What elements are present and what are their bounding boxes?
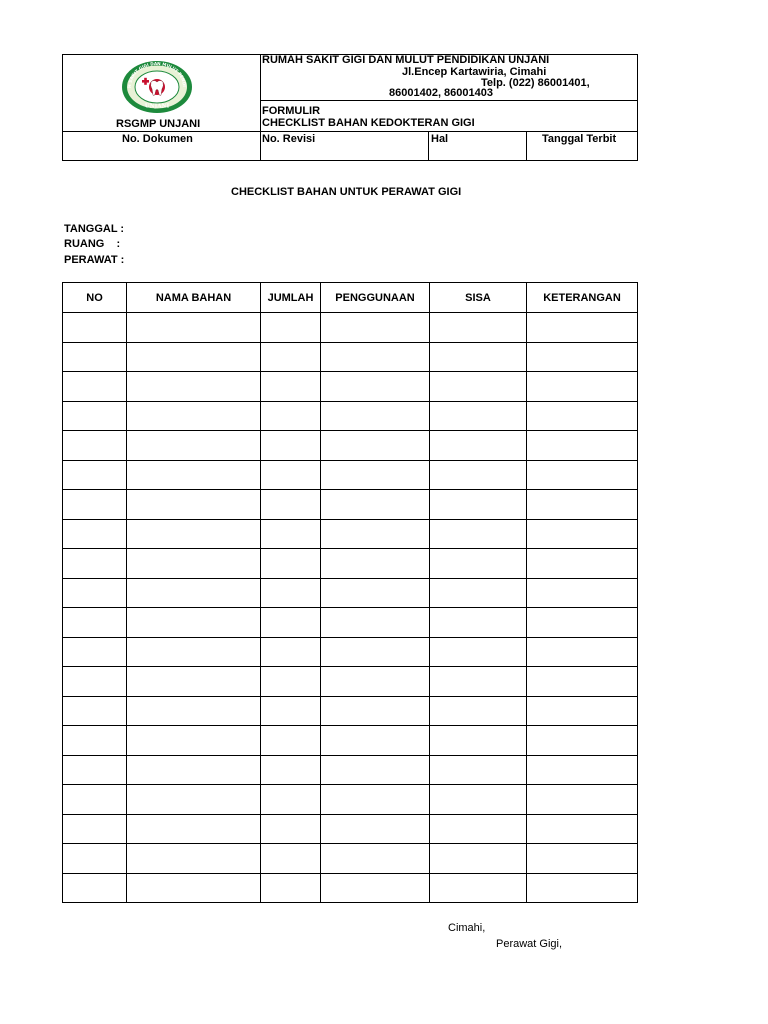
table-cell[interactable] [527, 342, 638, 372]
table-cell[interactable] [527, 814, 638, 844]
table-cell[interactable] [261, 667, 321, 697]
table-cell[interactable] [127, 313, 261, 343]
table-row [63, 844, 638, 874]
table-cell[interactable] [527, 578, 638, 608]
table-cell[interactable] [321, 401, 430, 431]
table-cell[interactable] [430, 401, 527, 431]
table-cell[interactable] [261, 313, 321, 343]
table-cell[interactable] [63, 637, 127, 667]
table-cell[interactable] [430, 785, 527, 815]
table-cell[interactable] [63, 519, 127, 549]
institution-name: RUMAH SAKIT GIGI DAN MULUT PENDIDIKAN UNJANI [262, 54, 550, 66]
table-cell[interactable] [321, 873, 430, 903]
table-cell[interactable] [63, 549, 127, 579]
table-cell[interactable] [127, 401, 261, 431]
table-cell[interactable] [527, 313, 638, 343]
table-cell[interactable] [430, 313, 527, 343]
table-cell[interactable] [321, 460, 430, 490]
table-row [63, 726, 638, 756]
table-cell[interactable] [63, 608, 127, 638]
issue-date-label: Tanggal Terbit [542, 133, 617, 145]
table-cell[interactable] [321, 578, 430, 608]
revision-label: No. Revisi [262, 133, 316, 145]
address-line-1: Jl.Encep Kartawiria, Cimahi [402, 66, 547, 78]
table-cell[interactable] [527, 401, 638, 431]
table-cell[interactable] [321, 844, 430, 874]
table-cell[interactable] [63, 490, 127, 520]
table-cell[interactable] [127, 578, 261, 608]
table-cell[interactable] [127, 431, 261, 461]
table-cell[interactable] [430, 844, 527, 874]
table-cell[interactable] [63, 372, 127, 402]
table-cell[interactable] [261, 726, 321, 756]
table-row [63, 785, 638, 815]
table-cell[interactable] [527, 490, 638, 520]
table-row [63, 873, 638, 903]
table-cell[interactable] [430, 667, 527, 697]
table-cell[interactable] [63, 578, 127, 608]
table-cell[interactable] [527, 637, 638, 667]
address-line-3: 86001402, 86001403 [389, 87, 493, 99]
table-cell[interactable] [63, 342, 127, 372]
table-cell[interactable] [527, 726, 638, 756]
svg-text:UNJANI: UNJANI [144, 103, 170, 110]
table-row [63, 313, 638, 343]
table-row [63, 401, 638, 431]
table-cell[interactable] [321, 372, 430, 402]
table-cell[interactable] [63, 785, 127, 815]
table-cell[interactable] [430, 608, 527, 638]
table-cell[interactable] [261, 755, 321, 785]
table-cell[interactable] [430, 755, 527, 785]
table-cell[interactable] [527, 460, 638, 490]
table-row [63, 431, 638, 461]
table-cell[interactable] [430, 460, 527, 490]
table-cell[interactable] [127, 755, 261, 785]
table-row [63, 755, 638, 785]
column-header-material-name: NAMA BAHAN [127, 283, 261, 313]
table-cell[interactable] [321, 342, 430, 372]
table-cell[interactable] [527, 431, 638, 461]
table-row [63, 814, 638, 844]
table-cell[interactable] [321, 313, 430, 343]
hospital-logo [120, 60, 194, 114]
table-row [63, 667, 638, 697]
doc-number-label: No. Dokumen [122, 133, 193, 145]
table-cell[interactable] [261, 696, 321, 726]
table-row [63, 608, 638, 638]
table-cell[interactable] [127, 873, 261, 903]
table-cell[interactable] [261, 608, 321, 638]
date-field-label: TANGGAL : [64, 223, 125, 235]
table-cell[interactable] [430, 372, 527, 402]
form-title: CHECKLIST BAHAN KEDOKTERAN GIGI [262, 117, 475, 129]
table-cell[interactable] [321, 431, 430, 461]
header-divider-tanggal [526, 131, 527, 161]
table-cell[interactable] [127, 637, 261, 667]
table-row [63, 578, 638, 608]
signature-place: Cimahi, [448, 922, 486, 934]
table-cell[interactable] [430, 814, 527, 844]
table-cell[interactable] [321, 814, 430, 844]
table-cell[interactable] [127, 549, 261, 579]
table-cell[interactable] [127, 342, 261, 372]
table-cell[interactable] [430, 342, 527, 372]
column-header-notes: KETERANGAN [527, 283, 638, 313]
table-cell[interactable] [127, 667, 261, 697]
checklist-table [62, 282, 638, 903]
table-cell[interactable] [127, 608, 261, 638]
table-cell[interactable] [527, 696, 638, 726]
table-row [63, 549, 638, 579]
table-cell[interactable] [321, 549, 430, 579]
header-divider-mid [260, 100, 638, 101]
table-cell[interactable] [321, 637, 430, 667]
table-cell[interactable] [430, 549, 527, 579]
table-cell[interactable] [321, 667, 430, 697]
address-line-2: Telp. (022) 86001401, [481, 77, 590, 89]
table-cell[interactable] [261, 549, 321, 579]
column-header-remaining: SISA [430, 283, 527, 313]
table-cell[interactable] [127, 726, 261, 756]
table-cell[interactable] [261, 431, 321, 461]
table-cell[interactable] [127, 460, 261, 490]
table-row [63, 342, 638, 372]
table-cell[interactable] [527, 608, 638, 638]
table-cell[interactable] [321, 490, 430, 520]
table-cell[interactable] [527, 844, 638, 874]
table-cell[interactable] [430, 519, 527, 549]
table-cell[interactable] [261, 637, 321, 667]
table-cell[interactable] [63, 696, 127, 726]
table-cell[interactable] [321, 696, 430, 726]
room-field-label: RUANG : [64, 238, 121, 250]
table-cell[interactable] [63, 814, 127, 844]
table-cell[interactable] [63, 401, 127, 431]
table-header-row [63, 283, 638, 313]
table-cell[interactable] [63, 755, 127, 785]
header-divider-hal [428, 131, 429, 161]
table-cell[interactable] [430, 578, 527, 608]
table-cell[interactable] [127, 519, 261, 549]
table-body [63, 313, 638, 903]
table-cell[interactable] [430, 873, 527, 903]
column-header-no: NO [63, 283, 127, 313]
table-cell[interactable] [261, 814, 321, 844]
table-row [63, 490, 638, 520]
nurse-field-label: PERAWAT : [64, 254, 125, 266]
table-row [63, 696, 638, 726]
table-cell[interactable] [261, 844, 321, 874]
table-cell[interactable] [127, 372, 261, 402]
table-cell[interactable] [430, 637, 527, 667]
table-cell[interactable] [63, 844, 127, 874]
column-header-quantity: JUMLAH [261, 283, 321, 313]
table-cell[interactable] [321, 785, 430, 815]
table-cell[interactable] [321, 608, 430, 638]
table-cell[interactable] [63, 431, 127, 461]
form-label: FORMULIR [262, 105, 321, 117]
signature-role: Perawat Gigi, [496, 938, 563, 950]
table-cell[interactable] [63, 873, 127, 903]
header-divider-left [260, 54, 261, 161]
document-title: CHECKLIST BAHAN UNTUK PERAWAT GIGI [231, 186, 462, 198]
table-cell[interactable] [261, 372, 321, 402]
table-cell[interactable] [63, 667, 127, 697]
table-row [63, 637, 638, 667]
table-cell[interactable] [261, 490, 321, 520]
table-cell[interactable] [321, 726, 430, 756]
table-cell[interactable] [527, 549, 638, 579]
table-cell[interactable] [321, 755, 430, 785]
logo-caption: RSGMP UNJANI [116, 118, 201, 130]
table-cell[interactable] [261, 785, 321, 815]
column-header-usage: PENGGUNAAN [321, 283, 430, 313]
table-cell[interactable] [127, 785, 261, 815]
table-cell[interactable] [527, 755, 638, 785]
table-cell[interactable] [261, 460, 321, 490]
table-cell[interactable] [527, 372, 638, 402]
table-cell[interactable] [527, 667, 638, 697]
table-cell[interactable] [127, 696, 261, 726]
header-divider-bottom [62, 131, 638, 132]
table-cell[interactable] [321, 519, 430, 549]
page-label: Hal [431, 133, 449, 145]
table-cell[interactable] [127, 844, 261, 874]
table-cell[interactable] [430, 490, 527, 520]
table-row [63, 519, 638, 549]
table-cell[interactable] [261, 519, 321, 549]
table-row [63, 460, 638, 490]
table-cell[interactable] [63, 460, 127, 490]
table-cell[interactable] [430, 431, 527, 461]
table-cell[interactable] [261, 342, 321, 372]
table-cell[interactable] [527, 519, 638, 549]
table-cell[interactable] [127, 814, 261, 844]
table-cell[interactable] [127, 490, 261, 520]
table-cell[interactable] [261, 578, 321, 608]
table-cell[interactable] [63, 313, 127, 343]
table-cell[interactable] [261, 873, 321, 903]
table-cell[interactable] [430, 726, 527, 756]
table-cell[interactable] [527, 785, 638, 815]
table-cell[interactable] [261, 401, 321, 431]
table-cell[interactable] [527, 873, 638, 903]
table-row [63, 372, 638, 402]
table-cell[interactable] [63, 726, 127, 756]
svg-text:RUMAH SAKIT GIGI DAN MULUT PEN: H SAKIT GIGI DAN MULUT PENDI [126, 60, 188, 89]
table-cell[interactable] [430, 696, 527, 726]
